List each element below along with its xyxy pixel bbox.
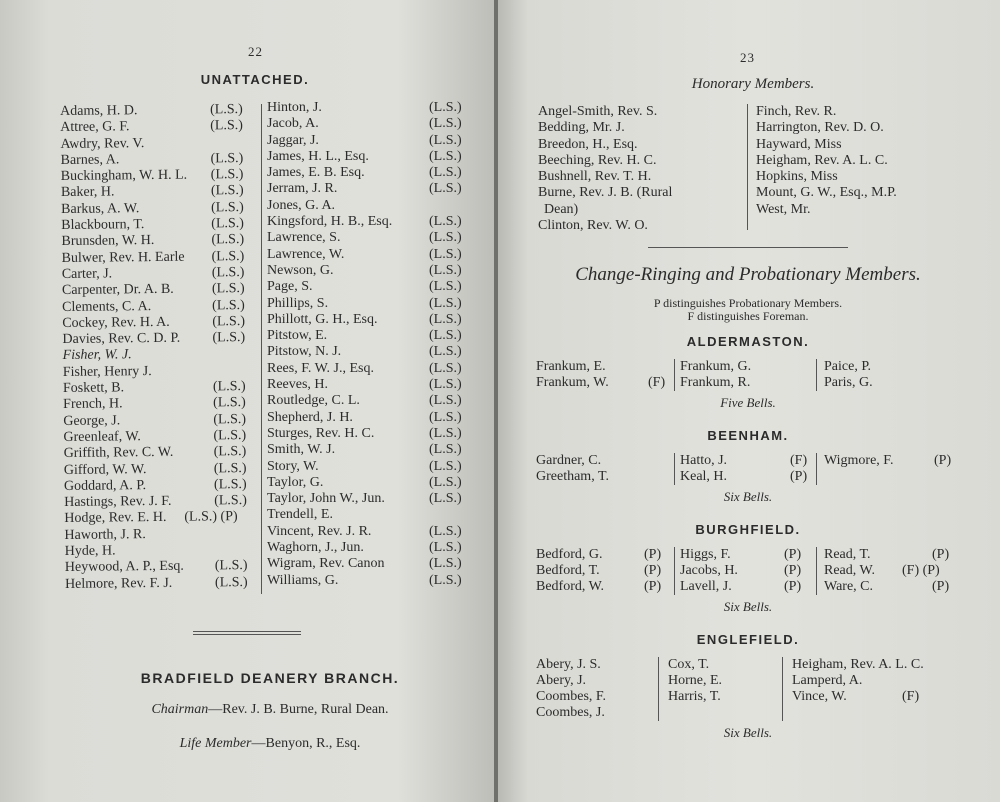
honorary-member xyxy=(756,185,976,201)
ringer-tag: (P) xyxy=(784,547,802,562)
member-status: (L.S.) xyxy=(213,395,246,411)
member-status: (L.S.) xyxy=(211,265,245,281)
member-row xyxy=(267,410,472,426)
member-row xyxy=(267,116,472,132)
member-name: Waghorn, J., Jun. xyxy=(267,540,364,556)
member-name: Vincent, Rev. J. R. xyxy=(267,523,372,539)
tower-name: BURGHFIELD. xyxy=(695,522,801,537)
member-name: Attree, G. F. xyxy=(60,119,130,136)
member-name: Bushnell, Rev. T. H. xyxy=(538,169,652,185)
member-status: (L.S.) xyxy=(429,262,462,278)
bells-count: Six Bells. xyxy=(723,725,773,740)
member-name: Davies, Rev. C. D. P. xyxy=(62,330,181,348)
ringer-name: Read, W. xyxy=(824,563,875,578)
ringer-name: Abery, J. S. xyxy=(536,657,601,672)
member-name: Beeching, Rev. H. C. xyxy=(538,152,657,168)
member-status: (L.S.) xyxy=(212,313,246,330)
ringer-name: Bedford, T. xyxy=(536,563,600,578)
ringer-tag: (P) xyxy=(784,563,802,578)
unattached-column-2 xyxy=(267,100,472,589)
member-name: Lawrence, W. xyxy=(267,246,345,262)
member-row xyxy=(267,247,472,263)
ringer-name: Jacobs, H. xyxy=(680,563,738,578)
member-status: (L.S.) xyxy=(210,118,243,134)
member-name: Hodge, Rev. E. H. xyxy=(64,510,167,527)
column-divider xyxy=(816,453,817,485)
member-name: Hopkins, Miss xyxy=(756,169,838,185)
member-name: Helmore, Rev. F. J. xyxy=(64,575,173,592)
member-status: (L.S.) xyxy=(429,279,462,295)
unattached-column-1 xyxy=(60,102,263,593)
column-divider xyxy=(782,657,783,721)
member-status: (L.S.) (P) xyxy=(184,509,238,526)
member-status: (L.S.) xyxy=(429,360,462,376)
member-name: Heigham, Rev. A. L. C. xyxy=(756,152,888,168)
member-row xyxy=(267,556,472,572)
member-row xyxy=(267,442,472,458)
ringer-name: Lamperd, A. xyxy=(792,673,863,688)
ringer-name: Cox, T. xyxy=(668,657,710,672)
member-status: (L.S.) xyxy=(213,476,247,493)
honorary-member xyxy=(756,169,976,185)
member-name: Carter, J. xyxy=(61,266,113,282)
member-row xyxy=(65,575,263,593)
member-status: (L.S.) xyxy=(429,132,462,148)
member-row xyxy=(267,263,472,279)
member-status: (L.S.) xyxy=(213,444,247,460)
member-name: Routledge, C. L. xyxy=(267,393,360,409)
ringer-name: Wigmore, F. xyxy=(824,453,894,468)
member-status: (L.S.) xyxy=(429,491,462,507)
member-name: Shepherd, J. H. xyxy=(267,409,353,425)
member-name: James, E. B. Esq. xyxy=(267,165,365,181)
member-name: Harrington, Rev. D. O. xyxy=(756,120,884,136)
member-status: (L.S.) xyxy=(211,281,245,297)
member-status: (L.S.) xyxy=(429,230,462,246)
column-divider xyxy=(747,104,748,230)
member-name: Haworth, J. R. xyxy=(64,526,146,543)
unattached-heading: UNATTACHED. xyxy=(200,72,310,87)
member-status: (L.S.) xyxy=(429,474,462,490)
member-status: (L.S.) xyxy=(429,556,462,572)
member-name: West, Mr. xyxy=(756,201,811,217)
member-name: Jones, G. A. xyxy=(267,197,336,213)
member-status: (L.S.) xyxy=(429,409,462,425)
member-status: (L.S.) xyxy=(211,232,245,248)
member-row xyxy=(267,475,472,491)
ringer-name: Read, T. xyxy=(824,547,871,562)
member-name: Jaggar, J. xyxy=(267,132,319,148)
member-name: Hyde, H. xyxy=(64,543,116,559)
tower-name: ENGLEFIELD. xyxy=(696,632,800,647)
member-row xyxy=(267,524,472,540)
member-status: (L.S.) xyxy=(213,460,247,476)
member-status: (L.S.) xyxy=(429,214,462,230)
column-divider xyxy=(658,657,659,721)
ringer-name: Frankum, W. xyxy=(536,375,609,390)
page-number: 23 xyxy=(740,50,755,65)
member-row xyxy=(267,312,472,328)
ringer-name: Vince, W. xyxy=(792,689,847,704)
ringer-name: Abery, J. xyxy=(536,673,587,688)
honorary-column-1 xyxy=(538,104,748,234)
honorary-member xyxy=(538,120,748,136)
member-name: Lawrence, S. xyxy=(267,230,341,246)
member-status: (L.S.) xyxy=(210,183,244,199)
member-row xyxy=(267,165,472,181)
member-row xyxy=(267,344,472,360)
member-status: (L.S.) xyxy=(212,330,246,346)
member-name: Kingsford, H. B., Esq. xyxy=(267,214,393,230)
member-status: (L.S.) xyxy=(214,574,248,591)
page-number: 22 xyxy=(248,44,263,59)
member-status: (L.S.) xyxy=(210,150,244,167)
member-row xyxy=(267,296,472,312)
life-member-text: —Benyon, R., Esq. xyxy=(251,736,361,751)
right-page xyxy=(498,0,1000,802)
member-name: Blackbourn, T. xyxy=(61,217,145,234)
honorary-member xyxy=(756,137,976,153)
member-status: (L.S.) xyxy=(429,246,462,262)
column-divider xyxy=(816,359,817,391)
member-status: (L.S.) xyxy=(429,425,462,441)
member-name: Angel-Smith, Rev. S. xyxy=(538,104,658,119)
honorary-heading: Honorary Members. xyxy=(691,76,815,92)
ringer-name: Bedford, G. xyxy=(536,547,603,562)
member-name: Fisher, W. J. xyxy=(62,347,132,364)
ringer-tag: (F) (P) xyxy=(902,563,940,578)
ringer-name: Greetham, T. xyxy=(536,469,609,484)
ringer-tag: (P) xyxy=(790,469,808,484)
member-name: James, H. L., Esq. xyxy=(267,148,369,164)
member-status: (L.S.) xyxy=(429,458,462,474)
member-name: Baker, H. xyxy=(60,184,115,201)
member-status: (L.S.) xyxy=(429,295,462,311)
member-name: Barkus, A. W. xyxy=(61,200,140,217)
member-name: Taylor, John W., Jun. xyxy=(267,491,385,507)
member-name: Smith, W. J. xyxy=(267,442,336,458)
honorary-member xyxy=(756,153,976,169)
ringer-tag: (P) xyxy=(644,579,662,594)
member-name: Newson, G. xyxy=(267,262,334,278)
member-name: Adams, H. D. xyxy=(60,103,138,119)
ringer-name: Harris, T. xyxy=(668,689,721,704)
member-status: (L.S.) xyxy=(429,540,462,556)
tower-name: ALDERMASTON. xyxy=(686,334,810,349)
member-name: Phillott, G. H., Esq. xyxy=(267,311,378,327)
member-row xyxy=(267,230,472,246)
ringer-name: Gardner, C. xyxy=(536,453,602,468)
section-rule xyxy=(193,631,301,632)
legend-probationary: P distinguishes Probationary Members. xyxy=(653,296,843,310)
member-row xyxy=(267,573,472,589)
member-row xyxy=(267,133,472,149)
column-divider xyxy=(674,453,675,485)
ringer-name: Coombes, J. xyxy=(536,705,605,720)
member-name: Finch, Rev. R. xyxy=(756,104,837,119)
member-name: Clements, C. A. xyxy=(62,298,152,315)
member-name: French, H. xyxy=(63,396,123,413)
member-name: Burne, Rev. J. B. (Rural xyxy=(538,185,673,201)
member-name: Goddard, A. P. xyxy=(63,477,147,494)
member-name: Pitstow, E. xyxy=(267,328,328,344)
ringer-tag: (F) xyxy=(790,453,808,468)
member-status: (L.S.) xyxy=(429,344,462,360)
ringer-name: Hatto, J. xyxy=(680,453,728,468)
section-rule xyxy=(648,247,848,248)
member-status: (L.S.) xyxy=(212,297,245,313)
chairman-text: —Rev. J. B. Burne, Rural Dean. xyxy=(208,702,389,717)
member-status: (L.S.) xyxy=(210,167,244,183)
member-name: Phillips, S. xyxy=(267,295,329,311)
life-member-line xyxy=(90,736,450,752)
ringer-name: Frankum, G. xyxy=(680,359,752,374)
member-name: Breedon, H., Esq. xyxy=(538,136,638,152)
member-row xyxy=(267,393,472,409)
member-row xyxy=(267,279,472,295)
ringer-name: Bedford, W. xyxy=(536,579,605,594)
member-name: Pitstow, N. J. xyxy=(267,344,342,360)
member-row xyxy=(267,491,472,507)
life-member-label: Life Member xyxy=(179,736,252,751)
member-status: (L.S.) xyxy=(211,248,245,265)
member-name: Taylor, G. xyxy=(267,474,324,490)
honorary-member xyxy=(756,120,976,136)
section-rule xyxy=(193,634,301,635)
ringer-tag: (F) xyxy=(648,375,666,390)
ringer-tag: (P) xyxy=(932,579,950,594)
bells-count: Six Bells. xyxy=(723,599,773,614)
member-name: Rees, F. W. J., Esq. xyxy=(267,360,375,376)
member-name: Bulwer, Rev. H. Earle xyxy=(61,249,185,266)
member-status: (L.S.) xyxy=(429,393,462,409)
bells-count: Six Bells. xyxy=(723,489,773,504)
column-divider xyxy=(261,104,262,594)
ringer-name: Frankum, R. xyxy=(680,375,751,390)
member-name: Jerram, J. R. xyxy=(267,181,338,197)
honorary-member xyxy=(756,202,976,218)
member-row xyxy=(267,149,472,165)
member-name: Hinton, J. xyxy=(267,100,322,115)
member-name: Page, S. xyxy=(267,279,313,295)
member-name: Carpenter, Dr. A. B. xyxy=(61,282,174,299)
member-name: Dean) xyxy=(544,201,579,217)
member-name: Bedding, Mr. J. xyxy=(538,120,625,136)
change-ringing-heading: Change-Ringing and Probationary Members. xyxy=(575,264,921,285)
member-name: Foskett, B. xyxy=(62,380,125,397)
left-page xyxy=(0,0,496,802)
member-status: (L.S.) xyxy=(213,428,247,444)
member-status: (L.S.) xyxy=(429,377,462,393)
member-row xyxy=(267,540,472,556)
ringer-name: Coombes, F. xyxy=(536,689,607,704)
member-status: (L.S.) xyxy=(209,102,243,118)
ringer-name: Lavell, J. xyxy=(680,579,732,594)
legend-foreman: F distinguishes Foreman. xyxy=(687,309,809,323)
ringer-tag: (P) xyxy=(784,579,802,594)
ringer-name: Keal, H. xyxy=(680,469,728,484)
ringer-tag: (P) xyxy=(644,563,662,578)
honorary-member xyxy=(538,169,748,185)
bells-count: Five Bells. xyxy=(720,395,776,410)
member-row xyxy=(267,426,472,442)
honorary-column-2 xyxy=(756,104,976,218)
member-status: (L.S.) xyxy=(429,148,462,164)
honorary-member xyxy=(538,153,748,169)
honorary-member xyxy=(538,104,748,120)
member-row xyxy=(267,181,472,197)
member-row xyxy=(267,328,472,344)
member-row xyxy=(267,361,472,377)
ringer-tag: (P) xyxy=(644,547,662,562)
member-status: (L.S.) xyxy=(213,411,247,428)
member-row xyxy=(267,198,472,214)
ringer-name: Frankum, E. xyxy=(536,359,606,374)
member-status: (L.S.) xyxy=(214,558,248,574)
member-name: Barnes, A. xyxy=(60,152,120,168)
branch-heading: BRADFIELD DEANERY BRANCH. xyxy=(140,670,400,686)
member-status: (L.S.) xyxy=(429,572,462,588)
member-name: Buckingham, W. H. L. xyxy=(60,167,188,185)
ringer-tag: (F) xyxy=(902,689,920,704)
honorary-member xyxy=(538,137,748,153)
honorary-member xyxy=(538,185,748,201)
honorary-member xyxy=(756,104,976,120)
ringer-name: Paris, G. xyxy=(824,375,873,390)
member-name: Gifford, W. W. xyxy=(63,461,147,478)
member-name: Greenleaf, W. xyxy=(63,429,141,445)
member-name: Clinton, Rev. W. O. xyxy=(538,218,648,234)
member-status: (L.S.) xyxy=(429,523,462,539)
member-name: Trendell, E. xyxy=(267,507,333,523)
member-name: Awdry, Rev. V. xyxy=(60,135,145,152)
member-status: (L.S.) xyxy=(429,100,462,115)
ringer-name: Ware, C. xyxy=(824,579,874,594)
ringer-tag: (P) xyxy=(934,453,952,468)
chairman-line xyxy=(90,702,450,718)
tower-name: BEENHAM. xyxy=(707,428,789,443)
member-name: Heywood, A. P., Esq. xyxy=(64,559,184,576)
member-status: (L.S.) xyxy=(429,165,462,181)
member-name: George, J. xyxy=(63,413,121,429)
member-status: (L.S.) xyxy=(212,379,246,395)
ringer-name: Horne, E. xyxy=(668,673,723,688)
member-row xyxy=(267,507,472,523)
member-name: Williams, G. xyxy=(267,572,339,588)
member-name: Cockey, Rev. H. A. xyxy=(62,314,170,331)
member-status: (L.S.) xyxy=(429,116,462,132)
member-row xyxy=(267,100,472,116)
member-name: Story, W. xyxy=(267,458,319,474)
member-status: (L.S.) xyxy=(214,493,247,509)
member-row xyxy=(267,459,472,475)
member-row xyxy=(267,377,472,393)
member-name: Reeves, H. xyxy=(267,377,329,393)
member-name: Fisher, Henry J. xyxy=(62,363,152,380)
ringer-name: Paice, P. xyxy=(824,359,872,374)
honorary-member xyxy=(538,202,748,218)
ringer-name: Higgs, F. xyxy=(680,547,731,562)
member-status: (L.S.) xyxy=(429,442,462,458)
member-name: Jacob, A. xyxy=(267,116,319,132)
member-status: (L.S.) xyxy=(429,181,462,197)
ringer-name: Heigham, Rev. A. L. C. xyxy=(792,657,924,672)
member-status: (L.S.) xyxy=(429,328,462,344)
member-name: Hastings, Rev. J. F. xyxy=(64,493,172,511)
chairman-label: Chairman xyxy=(151,702,209,717)
column-divider xyxy=(816,547,817,595)
column-divider xyxy=(674,359,675,391)
member-status: (L.S.) xyxy=(429,311,462,327)
member-name: Griffith, Rev. C. W. xyxy=(63,445,174,462)
column-divider xyxy=(674,547,675,595)
member-name: Wigram, Rev. Canon xyxy=(267,556,385,572)
member-name: Mount, G. W., Esq., M.P. xyxy=(756,185,897,201)
member-name: Sturges, Rev. H. C. xyxy=(267,425,375,441)
member-name: Brunsden, W. H. xyxy=(61,233,155,250)
member-status: (L.S.) xyxy=(211,199,244,216)
member-status: (L.S.) xyxy=(211,216,245,232)
member-name: Hayward, Miss xyxy=(756,136,842,152)
honorary-member xyxy=(538,218,748,234)
member-row xyxy=(267,214,472,230)
ringer-tag: (P) xyxy=(932,547,950,562)
